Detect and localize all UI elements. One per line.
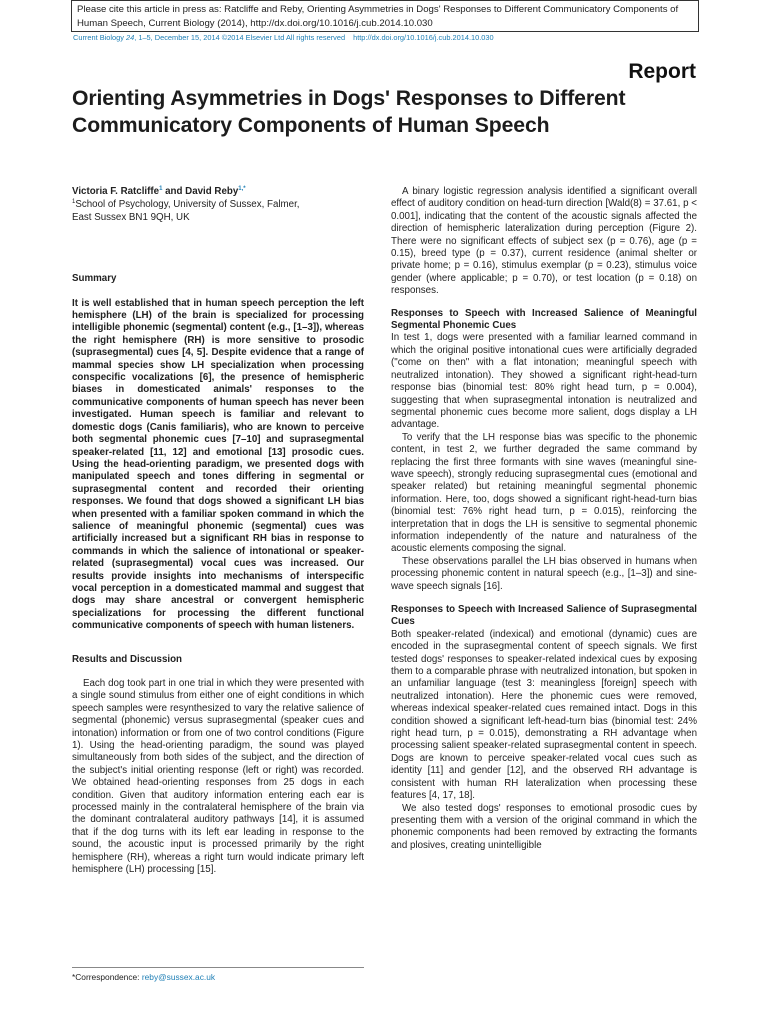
journal-volume: 24 (126, 33, 135, 42)
right-paragraph-3: To verify that the LH response bias was specific to the phonemic content, in test 2, we further degraded the same command by replacing the first three formants with sine waves (meaningful sine-wave speech), strongly reducing suprasegmental cues (emotional and speaker related) but retaining meaningful segmental phonemic information. Here, too, dogs showed a significant right-head-turn bias (binomial test: 76% right head turn, p = 0.015), reinforcing the interpretation that in dogs the LH is sensitive to segmental phonemic information independently of the nature and naturalness of the acoustic elements composing the signal. (391, 431, 697, 555)
author-separator: and (162, 186, 186, 197)
subheading-segmental: Responses to Speech with Increased Salience of Meaningful Segmental Phonemic Cues (391, 307, 697, 332)
journal-doi-link[interactable]: http://dx.doi.org/10.1016/j.cub.2014.10.030 (353, 33, 494, 42)
author-reby[interactable]: David Reby (185, 186, 239, 197)
affiliation-mark: 1 (72, 199, 76, 206)
right-paragraph-5: Both speaker-related (indexical) and emotional (dynamic) cues are encoded in the suprasegmental content of speech signals. We first tested dogs' responses to speaker-related indexical cues by exposing them to a comparable phrase with neutralized intonation, but spoken in an unfamiliar language (test 3: meaningless [foreign] speech with neutralized intonation). Here the phonemic cues were removed, whereas indexical speaker-related cues remained intact. Dogs in this condition showed a significant left-head-turn bias (binomial test: 24% right head turn, p = 0.015), demonstrating a RH advantage when processing salient speaker-related suprasegmental content in speech. Dogs are known to perceive speaker-related vocal cues such as identity [11] and gender [12], and the observed RH advantage is consistent with human RH lateralization when processing these features [4, 17, 18]. (391, 628, 697, 802)
affiliation-line-1: School of Psychology, University of Sussex, Falmer, (75, 199, 300, 211)
journal-reference (73, 33, 713, 42)
affiliation (72, 199, 364, 224)
author-mark-2: 1,* (238, 185, 246, 192)
right-column (391, 186, 697, 852)
author-list (72, 186, 364, 198)
correspondence-email-link[interactable]: reby@sussex.ac.uk (141, 972, 216, 982)
article-title: Orienting Asymmetries in Dogs' Responses to Different Communicatory Components of Human Speech (72, 87, 626, 137)
author-mark-1: 1 (159, 185, 163, 192)
right-paragraph-4: These observations parallel the LH bias observed in humans when processing phonemic content in natural speech (e.g., [1–3]) and sine-wave speech signals [16]. (391, 555, 697, 592)
affiliation-line-2: East Sussex BN1 9QH, UK (72, 211, 190, 223)
subheading-suprasegmental: Responses to Speech with Increased Salience of Suprasegmental Cues (391, 604, 697, 628)
summary-text: It is well established that in human speech perception the left hemisphere (LH) of the brain is specialized for processing intelligible phonemic (segmental) content (e.g., [1–3]), whereas the right hemisphere (RH) is more sensitive to prosodic (suprasegmental) cues [4, 5]. Despite evidence that a range of mammal species show LH specialization when processing conspecific vocalizations [6], the presence of hemispheric biases in domesticated animals' responses to the communicative components of human speech has never been investigated. Human speech is familiar and relevant to domestic dogs (Canis familiaris), who are known to perceive both segmental phonemic cues [7–10] and suprasegmental speaker-related [11, 12] and emotional [13] prosodic cues. Using the head-orienting paradigm, we presented dogs with manipulated speech and tones differing in segmental or suprasegmental content and recorded their orienting responses. We found that dogs showed a significant LH bias when presented with a familiar spoken command in which the salience of meaningful phonemic (segmental) cues was artificially increased but a significant RH bias in response to commands in which the salience of intonational or speaker-related (suprasegmental) vocal cues was increased. Our results provide insights into mechanisms of interspecific vocal perception in a domesticated mammal and suggest that dogs may share ancestral or convergent hemispheric specializations for processing the different functional communicative components of speech with human listeners. (72, 297, 364, 632)
results-paragraph-1: Each dog took part in one trial in which they were presented with a single sound stimulus from either one of eight conditions in which speech samples were resynthesized to vary the relative salience of segmental (phonemic) versus suprasegmental (speaker cues and intonation) information or from one of two control conditions (Figure 1). Using the head-orienting paradigm, the sound was played simultaneously from both sides of the subject, and the direction of the subject's initial orienting response (left or right) was recorded. We obtained head-orienting responses from 25 dogs in each condition. Given that auditory information entering each ear is processed mainly in the contralateral hemisphere of the brain via the dominant contralateral auditory pathways [14], it is assumed that if the dog turns with its left ear leading in response to the sound, the acoustic input is processed primarily by the right hemisphere (RH), whereas a right turn would indicate primary left hemisphere (LH) processing [15]. (72, 678, 364, 876)
article-type-label: Report (628, 60, 696, 83)
right-paragraph-2: In test 1, dogs were presented with a familiar learned command in which the original positive intonational cues were artificially degraded ("come on then" with a flat intonation; meaningful speech with neutralized intonation). They showed a significant right-head-turn response bias (binomial test: 80% right head turn, p = 0.004), suggesting that when suprasegmental intonation is neutralized and segmental phonemic cues become more salient, dogs display a LH advantage. (391, 332, 697, 431)
correspondence-note (72, 967, 364, 982)
results-heading: Results and Discussion (72, 653, 182, 665)
journal-pages: , 1–5, December 15, 2014 ©2014 Elsevier Ltd All rights reserved (134, 33, 346, 42)
correspondence-label: *Correspondence: (72, 972, 142, 982)
citation-notice: Please cite this article in press as: Ratcliffe and Reby, Orienting Asymmetries in Dogs' Responses to Different Communicatory Components of Human Speech, Current Biology (2014), http://dx.doi.org/10.1016/j.cub.2014.10.030 (71, 0, 699, 32)
journal-name[interactable]: Current Biology (73, 33, 124, 42)
author-ratcliffe[interactable]: Victoria F. Ratcliffe (72, 186, 160, 197)
summary-heading: Summary (72, 273, 117, 285)
left-column (72, 186, 364, 877)
right-paragraph-6: We also tested dogs' responses to emotional prosodic cues by presenting them with a version of the original command in which the phonemic components had been removed by extracting the formants and plosives, creating unintelligible (391, 802, 697, 851)
right-paragraph-1: A binary logistic regression analysis identified a significant overall effect of auditory condition on head-turn direction [Wald(8) = 37.61, p < 0.001], indicating that the content of the acoustic signals affected the direction of hemispheric lateralization during perception (Figure 2). There were no significant effects of subject sex (p = 0.76), age (p = 0.15), breed type (p = 0.37), current residence (animal shelter or private home; p = 0.16), stimulus exemplar (p = 0.23), stimulus voice gender (where applicable; p = 0.70), or test location (p = 0.18) on responses. (391, 186, 697, 297)
